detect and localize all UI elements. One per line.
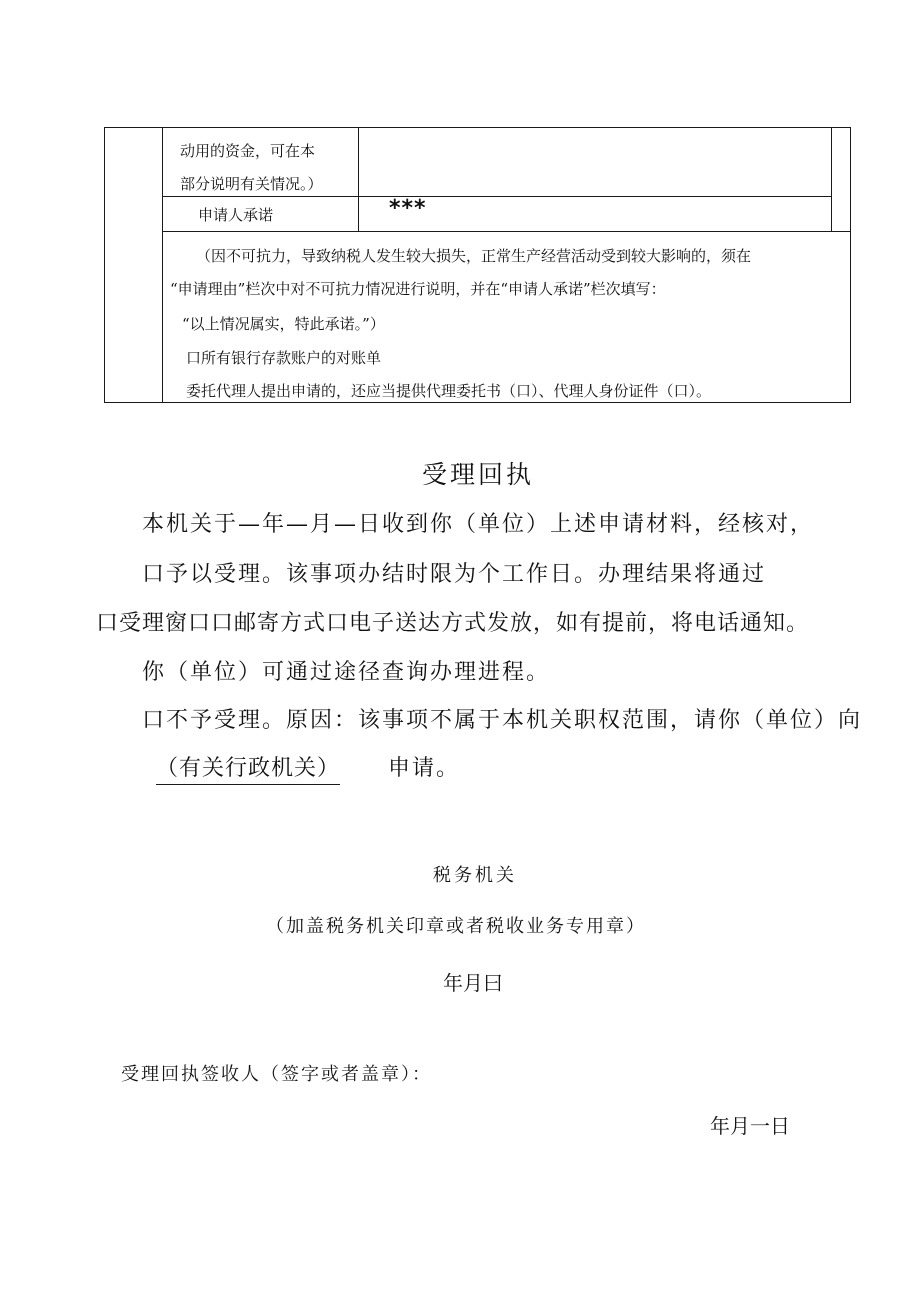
- row1-label-line2: 部分说明有关情况。）: [180, 175, 323, 193]
- authority-underlined: （有关行政机关）: [156, 751, 340, 785]
- table-bottom-border: [104, 402, 851, 403]
- date-stamp-1: 年月曰: [443, 971, 503, 995]
- receipt-paragraph-3: 口受理窗口口邮寄方式口电子送达方式发放，如有提前，将电话通知。: [96, 611, 810, 636]
- table-col-divider-inner-right: [831, 127, 832, 232]
- row1-label-line1: 动用的资金，可在本: [180, 142, 316, 160]
- tax-authority-label: 税务机关: [433, 865, 517, 886]
- note-line-2: “申请理由”栏次中对不可抗力情况进行说明，并在“申请人承诺”栏次填写：: [170, 280, 666, 298]
- note-line-5: 委托代理人提出申请的，还应当提供代理委托书（口）、代理人身份证件（口）。: [186, 382, 712, 400]
- receipt-paragraph-5: 口不予受理。原因：该事项不属于本机关职权范围，请你（单位）向: [142, 708, 863, 733]
- note-line-4: 口所有银行存款账户的对账单: [186, 349, 382, 367]
- date-stamp-2: 年月一日: [710, 1114, 790, 1138]
- seal-note: （加盖税务机关印章或者税收业务专用章）: [266, 916, 646, 937]
- table-top-border: [104, 127, 851, 128]
- table-col-divider-2: [358, 127, 359, 232]
- applicant-commitment-label: 申请人承诺: [198, 206, 274, 224]
- table-border-left: [104, 127, 105, 403]
- note-line-3: “以上情况属实，特此承诺。”）: [182, 315, 385, 333]
- table-col-divider-1: [162, 127, 163, 403]
- receipt-paragraph-4: 你（单位）可通过途径查询办理进程。: [142, 660, 551, 685]
- receipt-title: 受理回执: [422, 460, 535, 489]
- receipt-signer-label: 受理回执签收人（签字或者盖章）：: [121, 1064, 432, 1085]
- applicant-commitment-value: ***: [389, 196, 427, 221]
- table-border-right: [850, 127, 851, 403]
- note-line-1: （因不可抗力，导致纳税人发生较大损失，正常生产经营活动受到较大影响的，须在: [196, 247, 752, 265]
- table-row-divider-1: [162, 196, 832, 197]
- receipt-paragraph-2: 口予以受理。该事项办结时限为个工作日。办理结果将通过: [142, 562, 767, 587]
- receipt-paragraph-1: 本机关于—年—月—日收到你（单位）上述申请材料，经核对，: [142, 512, 815, 537]
- table-row-divider-2: [162, 231, 851, 232]
- apply-suffix: 申请。: [388, 756, 461, 781]
